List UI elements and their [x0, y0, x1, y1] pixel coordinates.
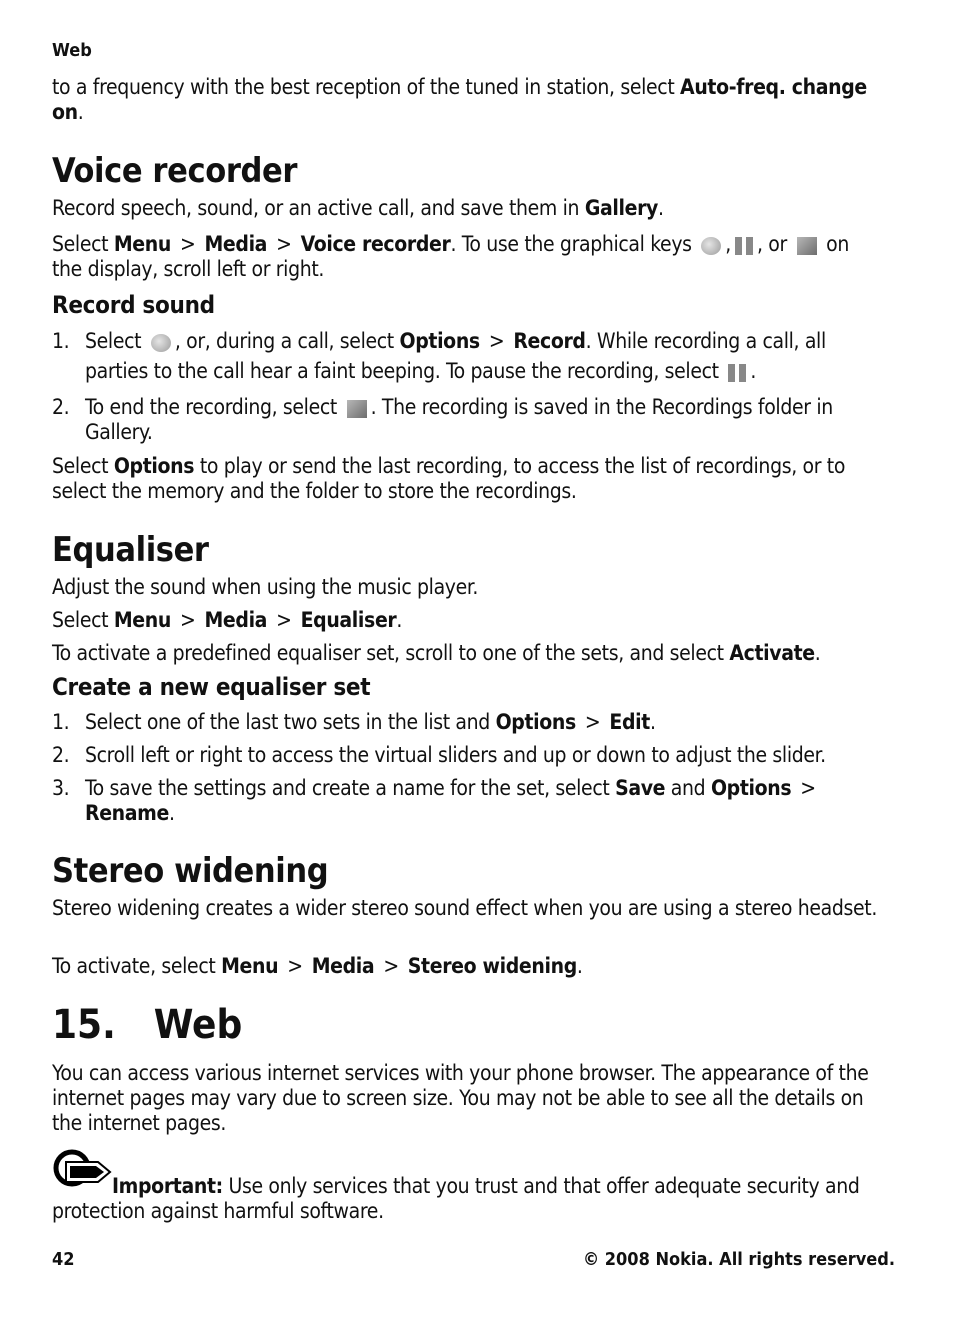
pause-icon: [735, 237, 753, 255]
eq-p3-end: .: [814, 641, 821, 665]
record-sound-item-1: [52, 329, 930, 384]
intro-paragraph: [52, 75, 897, 125]
section-title-voice-recorder: Voice recorder: [52, 151, 298, 191]
rs-item1-a: Select: [85, 329, 147, 353]
path-separator: >: [179, 232, 196, 256]
eq-p3-text: To activate a predefined equaliser set, scroll to one of the sets, and select: [52, 641, 730, 665]
eq-p2-equaliser: Equaliser: [300, 608, 397, 632]
voice-recorder-options-paragraph: [52, 454, 897, 504]
eq-item1-end: .: [649, 710, 656, 734]
record-sound-item-2: [52, 395, 930, 445]
vr-p2-on: on: [820, 232, 850, 256]
path-separator: >: [584, 710, 601, 734]
eq-item3-save: Save: [615, 776, 666, 800]
rs-item1-line2: parties to the call hear a faint beeping. To pause the recording, select: [85, 359, 725, 383]
sw-p2-media: Media: [311, 954, 375, 978]
vr-p2-menu: Menu: [113, 232, 171, 256]
eq-p2-media: Media: [204, 608, 268, 632]
sw-p2-menu: Menu: [221, 954, 279, 978]
eq-p2-end: .: [396, 608, 403, 632]
path-separator: >: [287, 954, 303, 978]
copyright-notice: © 2008 Nokia. All rights reserved.: [582, 1249, 895, 1270]
list-number: 2.: [52, 395, 70, 419]
vr-p2-select: Select: [52, 232, 114, 256]
chapter-number: 15.: [52, 1002, 116, 1048]
eq-item3-rename: Rename: [85, 801, 169, 825]
list-number: 3.: [52, 776, 70, 800]
eq-item3-end: .: [168, 801, 175, 825]
eq-item3-a: To save the settings and create a name for the set, select: [85, 776, 616, 800]
web-intro-paragraph: You can access various internet services with your phone browser. The appearance of the internet pages may vary due to screen size. You may not be able to see all the details on the internet pages.: [52, 1061, 869, 1135]
section-title-equaliser: Equaliser: [52, 530, 209, 570]
list-number: 1.: [52, 710, 70, 734]
rs-item1-end: .: [750, 359, 757, 383]
eq-item2-text: Scroll left or right to access the virtual sliders and up or down to adjust the slider.: [85, 743, 826, 767]
vr-p3-options: Options: [113, 454, 195, 478]
stop-icon: [797, 237, 817, 255]
important-label: Important:: [112, 1174, 223, 1198]
vr-p2-comma: ,: [725, 232, 731, 256]
eq-item3-options: Options: [710, 776, 792, 800]
rs-item2-a: To end the recording, select: [85, 395, 343, 419]
path-separator: >: [276, 608, 292, 632]
eq-p2-select: Select: [52, 608, 114, 632]
path-separator: >: [276, 232, 292, 256]
equaliser-path: [52, 608, 897, 633]
equaliser-item-1: [52, 710, 930, 735]
vr-p1-gallery: Gallery: [584, 196, 659, 220]
vr-p3-select: Select: [52, 454, 114, 478]
sw-p2-text: To activate, select: [52, 954, 222, 978]
stereo-widening-path: [52, 954, 897, 979]
eq-p2-menu: Menu: [113, 608, 171, 632]
list-number: 1.: [52, 329, 70, 353]
list-number: 2.: [52, 743, 70, 767]
intro-end: .: [77, 100, 84, 124]
path-separator: >: [488, 329, 505, 353]
path-separator: >: [179, 608, 196, 632]
rs-item1-record: Record: [513, 329, 586, 353]
sw-p2-stereo-widening: Stereo widening: [407, 954, 577, 978]
eq-item3-and: and: [665, 776, 711, 800]
pause-icon: [728, 364, 746, 382]
voice-recorder-intro: [52, 196, 897, 221]
rs-item1-b: , or, during a call, select: [174, 329, 400, 353]
chapter-title: Web: [153, 1002, 243, 1048]
running-header: Web: [52, 40, 92, 61]
equaliser-item-3: [52, 776, 930, 826]
vr-p2-or: , or: [756, 232, 793, 256]
eq-item1-edit: Edit: [609, 710, 650, 734]
vr-p1-end: .: [658, 196, 664, 220]
equaliser-item-2: [52, 743, 930, 768]
eq-item1-a: Select one of the last two sets in the list and: [85, 710, 496, 734]
vr-p2-voice-recorder: Voice recorder: [300, 232, 451, 256]
rs-item2-b: . The recording is saved in the Recordings folder in: [370, 395, 833, 419]
record-icon: [701, 237, 721, 255]
rs-item2-line2: Gallery.: [85, 420, 153, 444]
path-separator: >: [383, 954, 399, 978]
intro-text: to a frequency with the best reception of the tuned in station, select: [52, 75, 681, 99]
intro-bold-auto-freq: Auto-freq. change on: [52, 75, 867, 124]
eq-p3-activate: Activate: [729, 641, 815, 665]
equaliser-intro: Adjust the sound when using the music player.: [52, 575, 479, 599]
vr-p2-rest: the display, scroll left or right.: [52, 257, 325, 281]
vr-p2-text: . To use the graphical keys: [450, 232, 698, 256]
vr-p3-text: to play or send the last recording, to access the list of recordings, or to select the memory and the folder to store the recordings.: [52, 454, 846, 503]
voice-recorder-path: [52, 232, 897, 282]
vr-p1-text: Record speech, sound, or an active call, and save them in: [52, 196, 585, 220]
important-note: [52, 1174, 897, 1224]
page-number: 42: [52, 1249, 75, 1270]
rs-item1-options: Options: [399, 329, 480, 353]
record-icon: [151, 334, 171, 352]
path-separator: >: [800, 776, 816, 800]
vr-p2-media: Media: [204, 232, 268, 256]
subsection-title-record-sound: Record sound: [52, 291, 215, 319]
chapter-heading: [52, 1002, 897, 1048]
rs-item1-c: . While recording a call, all: [585, 329, 826, 353]
subsection-title-create-equaliser-set: Create a new equaliser set: [52, 673, 371, 701]
important-text: Use only services that you trust and that offer adequate security and protection against harmful software.: [52, 1174, 860, 1223]
stereo-widening-intro: Stereo widening creates a wider stereo sound effect when you are using a stereo headset.: [52, 896, 877, 920]
stop-icon: [347, 400, 367, 418]
sw-p2-end: .: [576, 954, 583, 978]
section-title-stereo-widening: Stereo widening: [52, 851, 329, 891]
eq-item1-options: Options: [495, 710, 576, 734]
equaliser-activate-paragraph: [52, 641, 897, 666]
